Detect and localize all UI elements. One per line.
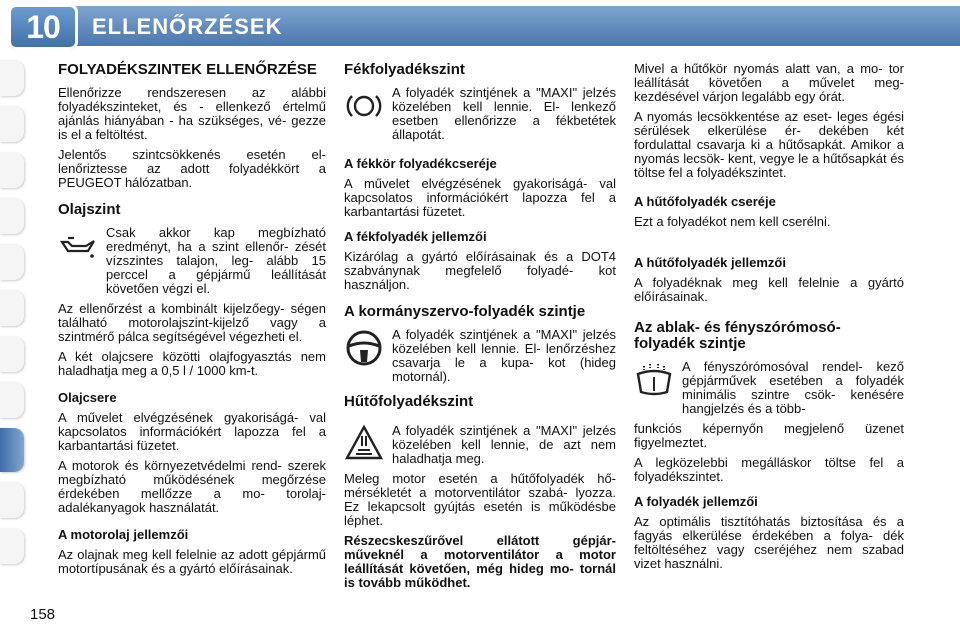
- side-tab[interactable]: [0, 60, 24, 96]
- paragraph: A nyomás lecsökkentése az eset- leges égési sérülések elkerülése ér- dekében két fordulattal csavarja ki a hűtősapkát. Amikor a nyomás lecsök- kent, vegye le a hűtősapkát és töltse fel a folyadékszintet.: [634, 109, 904, 180]
- subsection-title: A motorolaj jellemzői: [58, 527, 189, 542]
- subsection-title: A fékkör folyadékcseréje: [344, 156, 497, 171]
- paragraph: A művelet elvégzésének gyakoriságá- val kapcsolatos információkért lapozza fel a karbantartási füzetet.: [58, 410, 326, 453]
- oil-note: Csak akkor kap megbízható eredményt, ha a szint ellenőr- zését vízszintes talajon, leg- alább 15 perccel a gépjármű leállítását követően végzi el.: [106, 225, 326, 296]
- subsection-title: A hűtőfolyadék cseréje: [634, 194, 776, 209]
- section-title: Az ablak- és fényszórómosó- folyadék szintje: [634, 319, 841, 352]
- subsection-title: A fékfolyadék jellemzői: [344, 229, 487, 244]
- page-header: [0, 0, 960, 52]
- side-tab-active[interactable]: [0, 428, 24, 472]
- subsection-title: A folyadék jellemzői: [634, 494, 758, 509]
- column-1: [58, 62, 326, 582]
- paragraph: Jelentős szintcsökkenés esetén el- lenőriztesse az adott folyadékkört a PEUGEOT hálózatban.: [58, 147, 326, 190]
- paragraph: Kizárólag a gyártó előírásainak és a DOT4 szabványnak megfelelő folyadé- kot használjon.: [344, 249, 616, 292]
- section-title: FOLYADÉKSZINTEK ELLENŐRZÉSE: [58, 61, 317, 78]
- paragraph: Ezt a folyadékot nem kell cserélni.: [634, 214, 831, 229]
- side-tabs: [0, 60, 28, 574]
- brake-note: A folyadék szintjének a "MAXI" jelzés közelében kell lennie. El- lenkező esetben ellenőrizze a fékbetétek állapotát.: [392, 85, 616, 142]
- column-3: [634, 62, 904, 577]
- icon-row: [344, 86, 616, 142]
- side-tab[interactable]: [0, 290, 24, 326]
- icon-row: [344, 424, 616, 466]
- icon-row: [344, 328, 616, 384]
- icon-row: [58, 226, 326, 296]
- section-title: Olajszint: [58, 201, 121, 218]
- paragraph: A két olajcsere közötti olajfogyasztás nem haladhatja meg a 0,5 l / 1000 km-t.: [58, 349, 326, 378]
- steering-wheel-icon: [344, 328, 384, 368]
- paragraph: Az optimális tisztítóhatás biztosítása és a fagyás elkerülése érdekében a folya- dék feltöltéséhez vagy cseréjéhez nem szabad vizet használni.: [634, 514, 904, 571]
- side-tab[interactable]: [0, 482, 24, 518]
- page-number: 158: [30, 606, 56, 623]
- paragraph: A legközelebbi megálláskor töltse fel a folyadékszintet.: [634, 455, 904, 484]
- paragraph: Az olajnak meg kell felelnie az adott gépjármű motortípusának és a gyártó előírásainak.: [58, 547, 326, 576]
- paragraph: A motorok és környezetvédelmi rend- szerek megbízható működésének megőrzése érdekében mellőzze a mo- torolaj-adalékanyagok használatát.: [58, 458, 326, 515]
- page-title: ELLENŐRZÉSEK: [92, 14, 283, 39]
- steering-note: A folyadék szintjének a "MAXI" jelzés közelében kell lennie. El- lenőrzéshez csavarja le a kupa- kot (hideg motornál).: [392, 327, 616, 384]
- brake-warning-icon: [344, 86, 384, 126]
- section-title: Fékfolyadékszint: [344, 61, 465, 78]
- subsection-title: A hűtőfolyadék jellemzői: [634, 255, 786, 270]
- side-tab[interactable]: [0, 336, 24, 372]
- washer-note: A fényszórómosóval rendel- kező gépjárművek esetében a folyadék minimális szintre csök- kenésére hangjelzés és a több-: [682, 359, 904, 416]
- oil-can-icon: [58, 226, 98, 266]
- paragraph: funkciós képernyőn megjelenő üzenet figyelmeztet.: [634, 421, 904, 450]
- chapter-badge: 10: [8, 4, 78, 50]
- side-tab[interactable]: [0, 198, 24, 234]
- paragraph: Meleg motor esetén a hűtőfolyadék hő- mérsékletét a motorventilátor szabá- lyozza. Ez lekapcsolt gyújtás esetén is működésbe léphet.: [344, 471, 616, 528]
- section-title: A kormányszervo-folyadék szintje: [344, 303, 586, 320]
- section-title: Hűtőfolyadékszint: [344, 393, 474, 410]
- paragraph: Ellenőrizze rendszeresen az alábbi folyadékszinteket, és - ellenkező értelmű ajánlás hiányában - ha szükséges, vé- gezze is el a feltöltést.: [58, 85, 326, 142]
- windscreen-washer-icon: [634, 360, 674, 400]
- side-tab[interactable]: [0, 106, 24, 142]
- icon-row: [634, 360, 904, 416]
- paragraph: Mivel a hűtőkör nyomás alatt van, a mo- tor leállítását követően a művelet meg- kezdésével várjon legalább egy órát.: [634, 61, 904, 104]
- coolant-note: A folyadék szintjének a "MAXI" jelzés közelében kell lennie, de azt nem haladhatja meg.: [392, 423, 616, 466]
- side-tab[interactable]: [0, 152, 24, 188]
- side-tab[interactable]: [0, 528, 24, 564]
- subsection-title: Olajcsere: [58, 390, 117, 405]
- column-2: [344, 62, 616, 596]
- warning-paragraph: Részecskeszűrővel ellátott gépjár- műveknél a motorventilátor a motor leállítását követően, még hideg mo- tornál is tovább működhet.: [344, 533, 616, 590]
- paragraph: A művelet elvégzésének gyakoriságá- val kapcsolatos információkért lapozza fel a karbantartási füzetet.: [344, 176, 616, 219]
- side-tab[interactable]: [0, 244, 24, 280]
- paragraph: A folyadéknak meg kell felelnie a gyártó előírásainak.: [634, 275, 904, 304]
- coolant-warning-icon: [344, 424, 384, 464]
- paragraph: Az ellenőrzést a kombinált kijelzőegy- ségen található motorolajszint-kijelző vagy a szintmérő pálca segítségével végezheti el.: [58, 301, 326, 344]
- side-tab[interactable]: [0, 382, 24, 418]
